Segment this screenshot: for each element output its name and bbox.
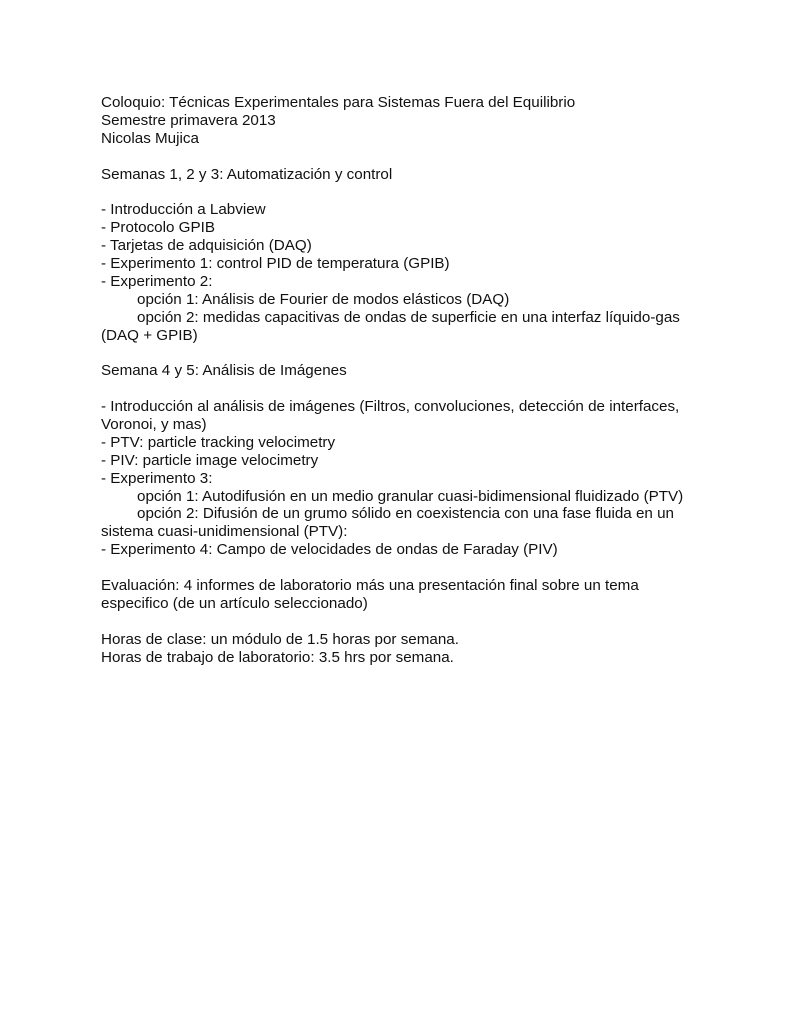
list-item: - PIV: particle image velocimetry	[101, 451, 319, 469]
option-item: opción 2: Difusión de un grumo sólido en coexistencia con una fase fluida en un	[137, 505, 674, 523]
list-item: - PTV: particle tracking velocimetry	[101, 433, 336, 451]
evaluation-text-continuation: especifico (de un artículo seleccionado)	[101, 594, 368, 612]
spacer	[101, 613, 721, 631]
spacer	[101, 148, 721, 166]
list-item: - Experimento 4: Campo de velocidades de ondas de Faraday (PIV)	[101, 541, 558, 559]
author-name: Nicolas Mujica	[101, 129, 199, 147]
option-continuation: sistema cuasi-unidimensional (PTV):	[101, 523, 348, 541]
list-item: - Introducción a Labview	[101, 201, 266, 219]
spacer	[101, 380, 721, 398]
list-item: - Tarjetas de adquisición (DAQ)	[101, 237, 312, 255]
spacer	[101, 344, 721, 362]
list-item: - Protocolo GPIB	[101, 219, 215, 237]
course-title: Coloquio: Técnicas Experimentales para Sistemas Fuera del Equilibrio	[101, 94, 576, 111]
evaluation-text: Evaluación: 4 informes de laboratorio más una presentación final sobre un tema	[101, 577, 639, 595]
list-item: - Experimento 3:	[101, 469, 213, 487]
option-continuation: (DAQ + GPIB)	[101, 326, 198, 344]
list-item: - Experimento 2:	[101, 272, 213, 290]
list-item-continuation: Voronoi, y mas)	[101, 416, 207, 434]
list-item: - Introducción al análisis de imágenes (Filtros, convoluciones, detección de interfaces,	[101, 398, 680, 416]
semester-line: Semestre primavera 2013	[101, 111, 276, 129]
class-hours: Horas de clase: un módulo de 1.5 horas por semana.	[101, 630, 459, 648]
document-body	[101, 94, 721, 667]
lab-hours: Horas de trabajo de laboratorio: 3.5 hrs por semana.	[101, 648, 454, 666]
option-item: opción 1: Autodifusión en un medio granular cuasi-bidimensional fluidizado (PTV)	[137, 487, 684, 505]
list-item: - Experimento 1: control PID de temperatura (GPIB)	[101, 255, 450, 273]
spacer	[101, 559, 721, 577]
section-heading-images: Semana 4 y 5: Análisis de Imágenes	[101, 362, 347, 380]
spacer	[101, 183, 721, 201]
option-item: opción 2: medidas capacitivas de ondas de superficie en una interfaz líquido-gas	[137, 308, 680, 326]
section-heading-automation: Semanas 1, 2 y 3: Automatización y control	[101, 165, 393, 183]
option-item: opción 1: Análisis de Fourier de modos elásticos (DAQ)	[137, 290, 510, 308]
